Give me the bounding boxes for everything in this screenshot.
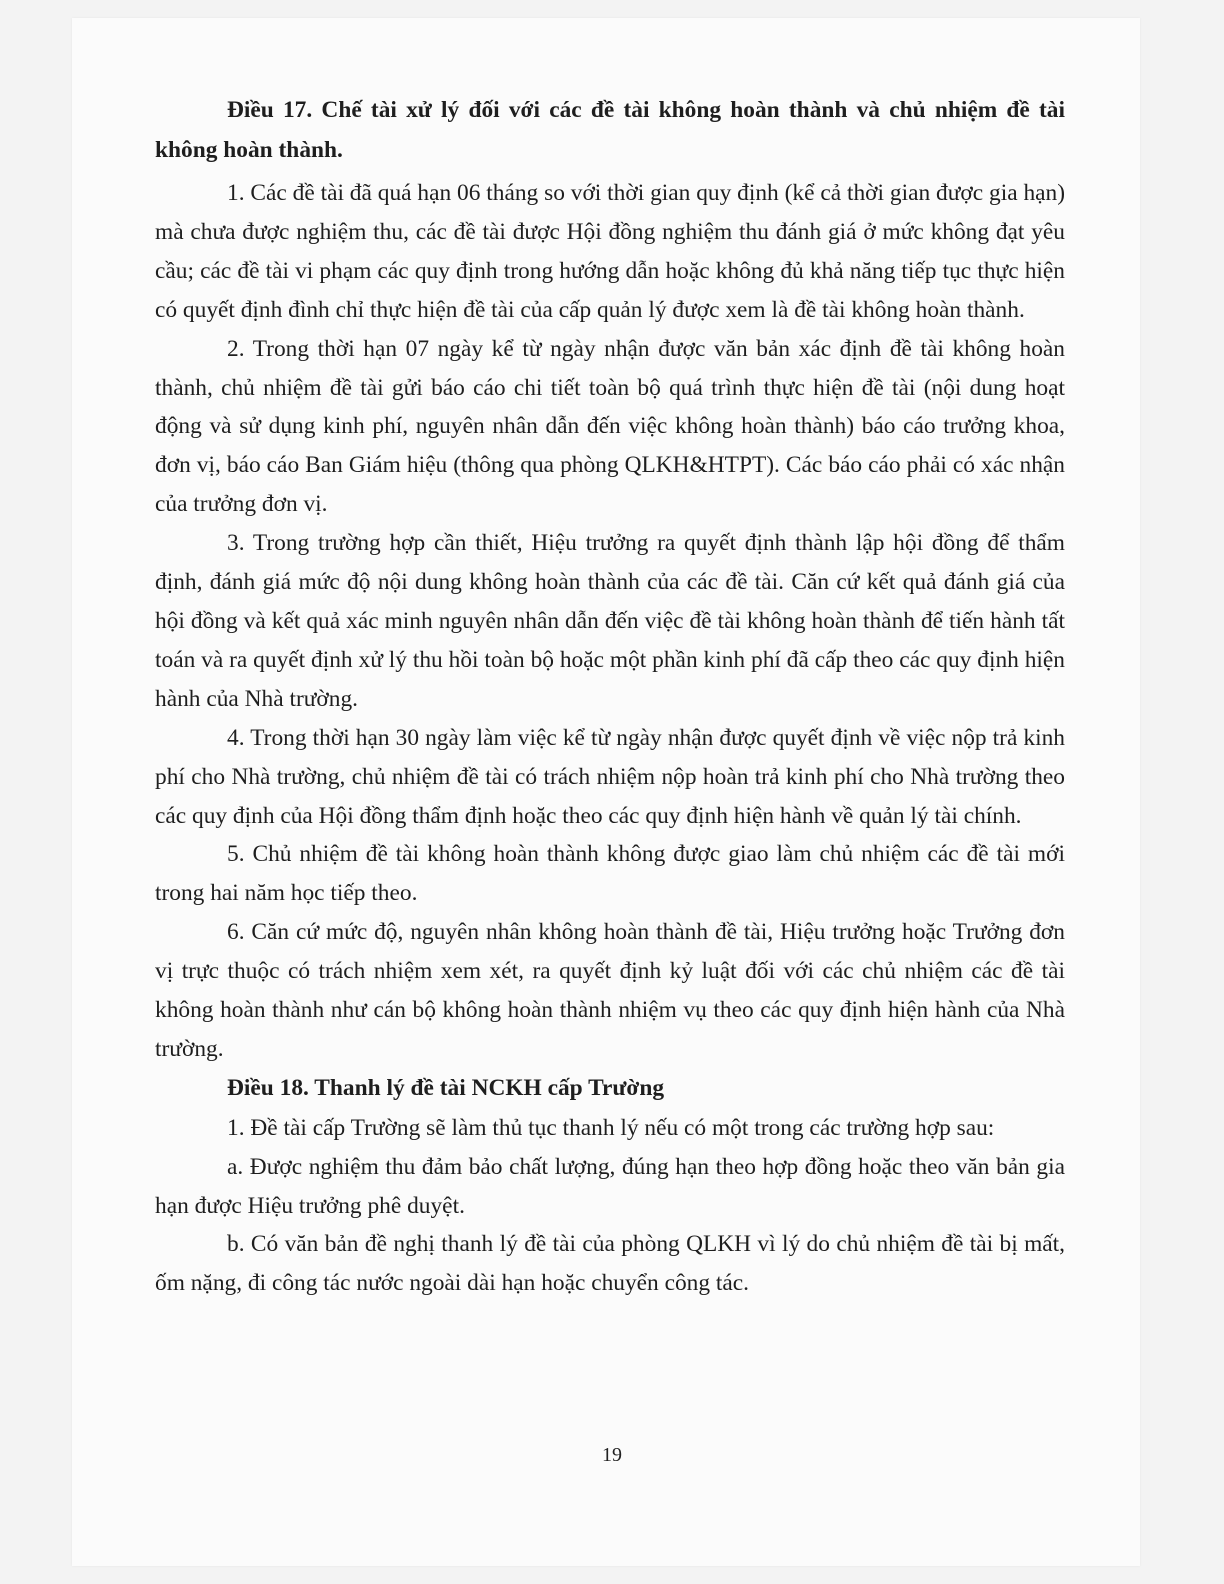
document-body xyxy=(155,90,1065,1303)
article-17-item-4: 4. Trong thời hạn 30 ngày làm việc kể từ ngày nhận được quyết định về việc nộp trả kinh phí cho Nhà trường, chủ nhiệm đề tài có trách nhiệm nộp hoàn trả kinh phí cho Nhà trường theo các quy định của Hội đồng thẩm định hoặc theo các quy định hiện hành về quản lý tài chính. xyxy=(155,724,1065,829)
article-17-item-3: 3. Trong trường hợp cần thiết, Hiệu trưởng ra quyết định thành lập hội đồng để thẩm định, đánh giá mức độ nội dung không hoàn thành của các đề tài. Căn cứ kết quả đánh giá của hội đồng và kết quả xác minh nguyên nhân dẫn đến việc đề tài không hoàn thành để tiến hành tất toán và ra quyết định xử lý thu hồi toàn bộ hoặc một phần kinh phí đã cấp theo các quy định hiện hành của Nhà trường. xyxy=(155,530,1065,712)
article-18-item-1: 1. Đề tài cấp Trường sẽ làm thủ tục thanh lý nếu có một trong các trường hợp sau: xyxy=(227,1114,995,1141)
article-17-heading: Điều 17. Chế tài xử lý đối với các đề tài không hoàn thành và chủ nhiệm đề tài không hoàn thành. xyxy=(155,97,1065,163)
article-17-item-6: 6. Căn cứ mức độ, nguyên nhân không hoàn thành đề tài, Hiệu trưởng hoặc Trưởng đơn vị trực thuộc có trách nhiệm xem xét, ra quyết định kỷ luật đối với các chủ nhiệm các đề tài không hoàn thành như cán bộ không hoàn thành nhiệm vụ theo các quy định hiện hành của Nhà trường. xyxy=(155,919,1065,1062)
article-18-item-b: b. Có văn bản đề nghị thanh lý đề tài của phòng QLKH vì lý do chủ nhiệm đề tài bị mất, ốm nặng, đi công tác nước ngoài dài hạn hoặc chuyển công tác. xyxy=(155,1231,1065,1297)
article-18-item-a: a. Được nghiệm thu đảm bảo chất lượng, đúng hạn theo hợp đồng hoặc theo văn bản gia hạn được Hiệu trưởng phê duyệt. xyxy=(155,1153,1065,1219)
page-number: 19 xyxy=(602,1444,622,1466)
article-17-item-1: 1. Các đề tài đã quá hạn 06 tháng so với thời gian quy định (kể cả thời gian được gia hạn) mà chưa được nghiệm thu, các đề tài được Hội đồng nghiệm thu đánh giá ở mức không đạt yêu cầu; các đề tài vi phạm các quy định trong hướng dẫn hoặc không đủ khả năng tiếp tục thực hiện có quyết định đình chỉ thực hiện đề tài của cấp quản lý được xem là đề tài không hoàn thành. xyxy=(155,180,1065,323)
article-17-item-2: 2. Trong thời hạn 07 ngày kể từ ngày nhận được văn bản xác định đề tài không hoàn thành, chủ nhiệm đề tài gửi báo cáo chi tiết toàn bộ quá trình thực hiện đề tài (nội dung hoạt động và sử dụng kinh phí, nguyên nhân dẫn đến việc không hoàn thành) báo cáo trưởng khoa, đơn vị, báo cáo Ban Giám hiệu (thông qua phòng QLKH&HTPT). Các báo cáo phải có xác nhận của trưởng đơn vị. xyxy=(155,335,1065,518)
article-17-item-5: 5. Chủ nhiệm đề tài không hoàn thành không được giao làm chủ nhiệm các đề tài mới trong hai năm học tiếp theo. xyxy=(155,841,1065,907)
article-18-heading: Điều 18. Thanh lý đề tài NCKH cấp Trường xyxy=(227,1074,665,1101)
